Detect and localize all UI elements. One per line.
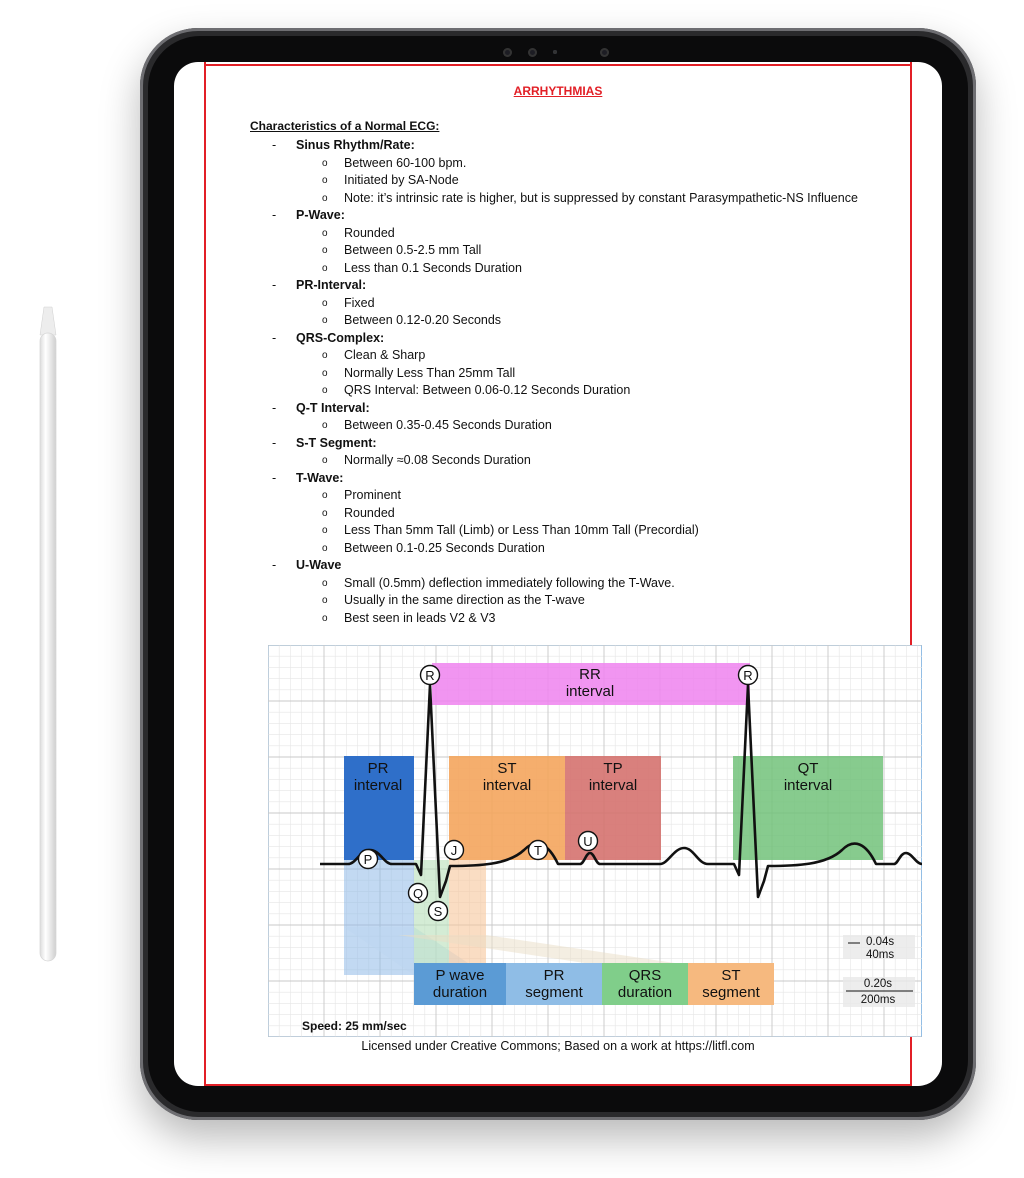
circle-bullet: o: [322, 175, 328, 186]
circle-bullet: o: [322, 245, 328, 256]
wave-letter-s: S: [433, 904, 443, 919]
list-item-text: Rounded: [344, 225, 395, 240]
list-item: [250, 190, 930, 208]
wave-letter-p: P: [363, 852, 373, 867]
list-item-text: Rounded: [344, 505, 395, 520]
wave-letter-r: R: [743, 668, 753, 683]
circle-bullet: o: [322, 350, 328, 361]
list-item-text: Fixed: [344, 295, 375, 310]
tablet-screen: [174, 62, 942, 1086]
qrs-duration-label: QRS: [628, 967, 662, 984]
pr-interval-label: interval: [353, 777, 403, 794]
qrs-duration-label: duration: [617, 984, 673, 1001]
st-interval-label: interval: [482, 777, 532, 794]
list-item: [250, 382, 930, 400]
document-page: [204, 62, 912, 1086]
list-item: [250, 172, 930, 190]
circle-bullet: o: [322, 577, 328, 589]
circle-bullet: o: [322, 525, 328, 536]
list-item: [250, 312, 930, 330]
section-heading: [250, 557, 930, 575]
camera-icon: [600, 48, 609, 57]
p-wave-duration-label: duration: [432, 984, 488, 1001]
dash-bullet: -: [272, 400, 277, 415]
stylus-pencil: [30, 305, 66, 965]
circle-bullet: o: [322, 315, 328, 326]
list-item: [250, 575, 930, 593]
document-heading: Characteristics of a Normal ECG:: [250, 119, 440, 133]
tablet-device: [140, 28, 976, 1120]
wave-letter-t: T: [534, 843, 542, 858]
list-item-text: Between 0.1-0.25 Seconds Duration: [344, 540, 545, 555]
ecg-diagram: [268, 645, 922, 1037]
list-item: [250, 610, 930, 628]
section-heading: [250, 277, 930, 295]
circle-bullet: o: [322, 490, 328, 501]
list-item: [250, 540, 930, 558]
camera-icon: [553, 50, 557, 54]
dash-bullet: -: [272, 138, 277, 152]
circle-bullet: o: [322, 507, 328, 519]
list-item-text: Less Than 5mm Tall (Limb) or Less Than 10mm Tall (Precordial): [344, 523, 699, 537]
pr-segment-label: PR: [543, 967, 565, 984]
tp-interval-label: interval: [588, 777, 638, 794]
rr-interval-label: interval: [565, 683, 615, 700]
qt-interval-label: QT: [797, 760, 819, 777]
list-item: [250, 417, 930, 435]
section-label: P-Wave:: [296, 208, 345, 222]
section-heading: [250, 137, 930, 155]
section-label: Q-T Interval:: [296, 400, 370, 415]
list-item-text: Initiated by SA-Node: [344, 173, 459, 187]
camera-icon: [528, 48, 537, 57]
list-item-text: Between 0.35-0.45 Seconds Duration: [344, 418, 552, 432]
wave-letter-u: U: [583, 834, 593, 849]
list-item: [250, 295, 930, 313]
ecg-characteristics-list: [250, 137, 930, 627]
list-item: [250, 592, 930, 610]
dash-bullet: -: [272, 470, 277, 485]
section-heading: [250, 470, 930, 488]
list-item: [250, 225, 930, 243]
section-label: PR-Interval:: [296, 278, 367, 292]
wave-letter-q: Q: [412, 886, 424, 901]
circle-bullet: o: [322, 227, 328, 239]
section-label: T-Wave:: [296, 470, 344, 485]
scale-text: 0.04s: [866, 936, 895, 948]
section-label: QRS-Complex:: [296, 330, 385, 345]
st-segment-label: segment: [702, 984, 760, 1001]
circle-bullet: o: [322, 262, 328, 274]
list-item: [250, 347, 930, 365]
list-item: [250, 522, 930, 540]
wave-letter-r: R: [425, 668, 435, 683]
circle-bullet: o: [322, 157, 328, 169]
list-item: [250, 242, 930, 260]
list-item: [250, 505, 930, 523]
scale-text: 40ms: [866, 949, 895, 961]
dash-bullet: -: [272, 278, 277, 292]
circle-bullet: o: [322, 297, 328, 309]
dash-bullet: -: [272, 208, 277, 222]
p-wave-duration-label: P wave: [435, 967, 485, 984]
list-item-text: Note: it’s intrinsic rate is higher, but is suppressed by constant Parasympathetic-NS Influence: [344, 190, 858, 205]
license-text: Licensed under Creative Commons; Based on a work at https://litfl.com: [361, 1039, 755, 1053]
circle-bullet: o: [322, 192, 328, 204]
list-item-text: Best seen in leads V2 & V3: [344, 610, 496, 625]
wave-letter-j: J: [450, 843, 458, 858]
st-interval-label: ST: [497, 760, 517, 777]
circle-bullet: o: [322, 385, 328, 396]
list-item-text: Less than 0.1 Seconds Duration: [344, 260, 522, 275]
list-item-text: Between 0.12-0.20 Seconds: [344, 313, 502, 327]
circle-bullet: o: [322, 542, 328, 554]
speed-label: Speed: 25 mm/sec: [302, 1019, 407, 1033]
document-title: ARRHYTHMIAS: [513, 84, 603, 98]
circle-bullet: o: [322, 455, 328, 466]
tp-interval-label: TP: [603, 760, 623, 777]
list-item-text: QRS Interval: Between 0.06-0.12 Seconds Duration: [344, 383, 631, 397]
list-item-text: Prominent: [344, 488, 401, 502]
section-label: Sinus Rhythm/Rate:: [296, 138, 415, 152]
scale-text: 0.20s: [863, 978, 893, 990]
dash-bullet: -: [272, 558, 277, 572]
pr-segment-label: segment: [525, 984, 583, 1001]
scale-text: 200ms: [860, 994, 896, 1006]
rr-interval-label: RR: [579, 666, 601, 683]
st-band: [449, 860, 486, 975]
list-item-text: Normally ≈0.08 Seconds Duration: [344, 453, 531, 467]
circle-bullet: o: [322, 595, 328, 606]
list-item-text: Between 60-100 bpm.: [344, 155, 467, 170]
dash-bullet: -: [272, 330, 277, 345]
section-heading: [250, 400, 930, 418]
qt-interval-label: interval: [783, 777, 833, 794]
circle-bullet: o: [322, 420, 328, 431]
list-item: [250, 260, 930, 278]
section-label: S-T Segment:: [296, 435, 377, 450]
list-item-text: Between 0.5-2.5 mm Tall: [344, 243, 482, 257]
list-item-text: Usually in the same direction as the T-wave: [344, 593, 585, 607]
list-item: [250, 155, 930, 173]
list-item-text: Normally Less Than 25mm Tall: [344, 365, 516, 380]
section-heading: [250, 330, 930, 348]
circle-bullet: o: [322, 367, 328, 379]
section-heading: [250, 435, 930, 453]
pr-interval-label: PR: [367, 760, 389, 777]
list-item: [250, 452, 930, 470]
section-heading: [250, 207, 930, 225]
list-item: [250, 487, 930, 505]
list-item-text: Clean & Sharp: [344, 348, 426, 362]
dash-bullet: -: [272, 435, 277, 450]
circle-bullet: o: [322, 612, 328, 624]
st-segment-label: ST: [721, 967, 741, 984]
camera-icon: [503, 48, 512, 57]
section-label: U-Wave: [296, 558, 342, 572]
list-item: [250, 365, 930, 383]
list-item-text: Small (0.5mm) deflection immediately following the T-Wave.: [344, 575, 675, 590]
